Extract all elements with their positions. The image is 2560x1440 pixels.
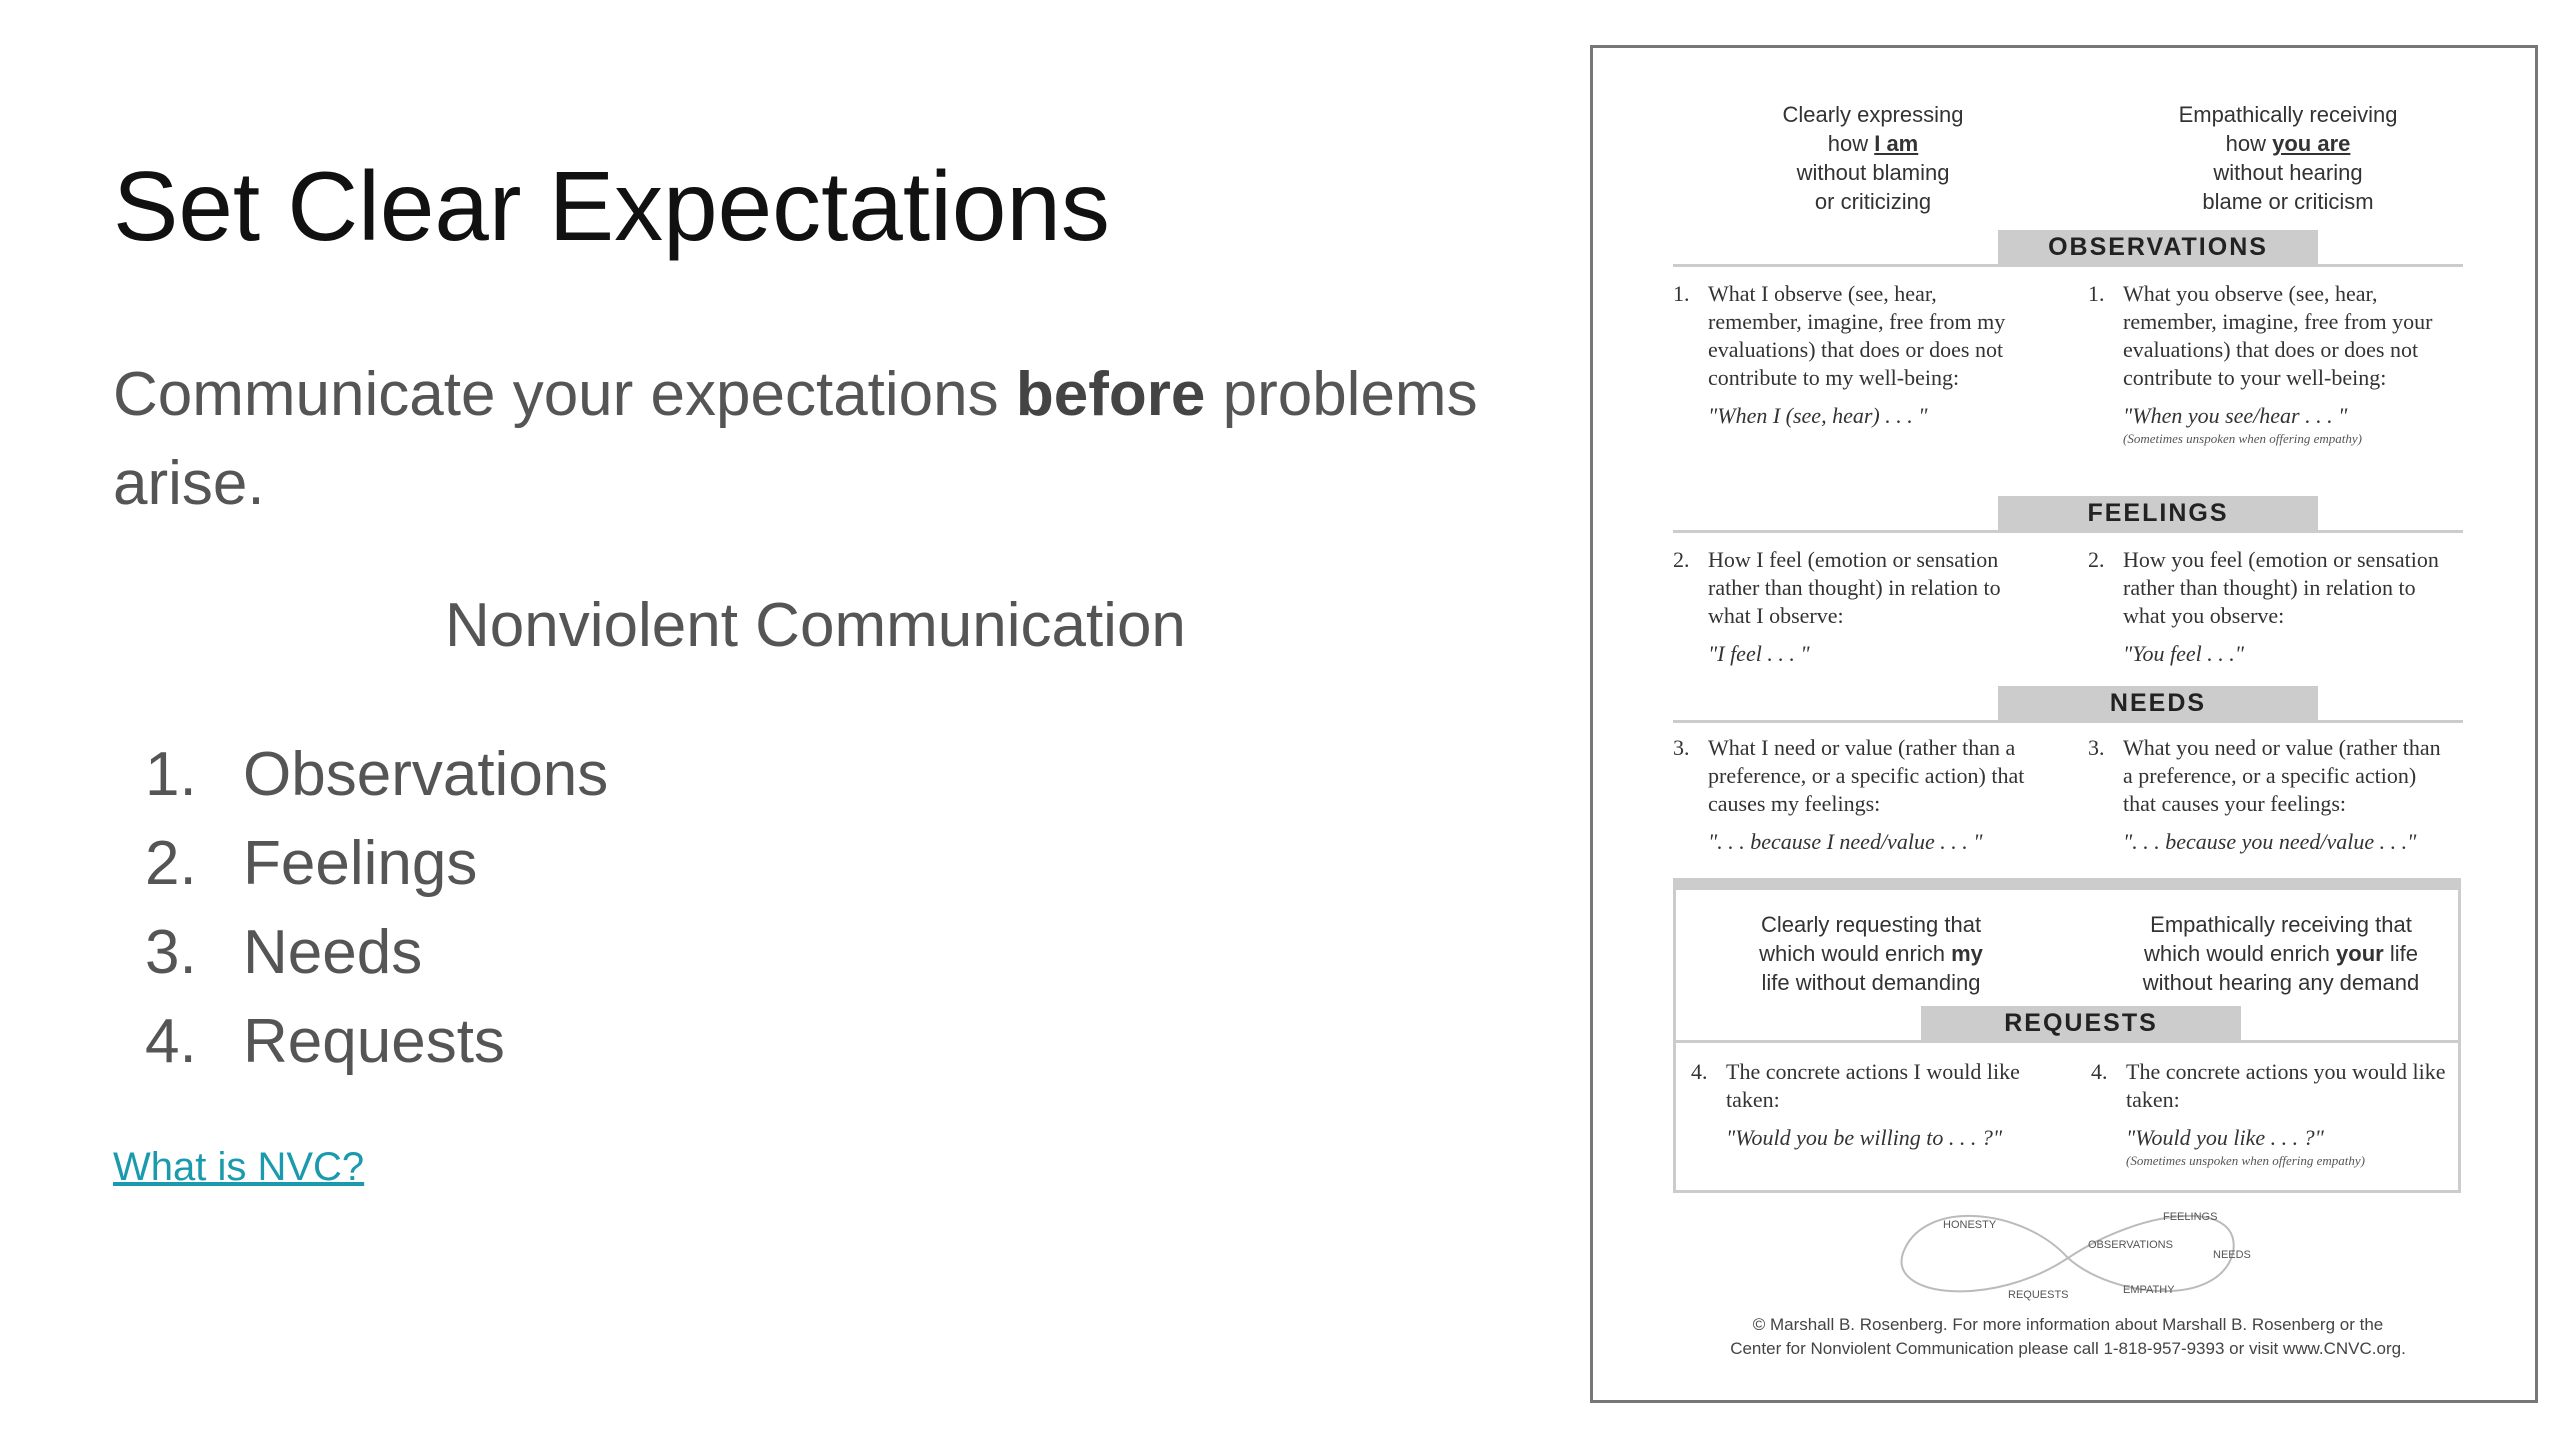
- item-text: What I need or value (rather than a preference, or a specific action) that causes my feelings:: [1708, 735, 2025, 816]
- copyright-line: © Marshall B. Rosenberg. For more information about Marshall B. Rosenberg or the: [1752, 1315, 2384, 1334]
- intro-text-start: Communicate your expectations: [113, 360, 1016, 429]
- section-divider: [1676, 1009, 2458, 1043]
- item-quote: "Would you be willing to . . . ?": [1726, 1125, 2003, 1150]
- infinity-word: EMPATHY: [2123, 1284, 2175, 1296]
- feeling-self: [1673, 546, 2033, 668]
- item-number: 4.: [1691, 1059, 1708, 1084]
- infinity-word: FEELINGS: [2163, 1211, 2218, 1223]
- intro-emphasis: your: [2336, 941, 2384, 966]
- list-item-label: Feelings: [243, 829, 478, 898]
- header-line: [1713, 129, 2033, 158]
- infinity-word: NEEDS: [2213, 1249, 2251, 1261]
- poster-header: [1673, 100, 2453, 220]
- item-note: (Sometimes unspoken when offering empathy): [2126, 1153, 2366, 1168]
- item-text: What I observe (see, hear, remember, imagine, free from my evaluations) that does or does not contribute to my well-being:: [1708, 281, 2006, 390]
- intro-text: life: [2383, 941, 2418, 966]
- feelings-heading: FEELINGS: [1998, 496, 2318, 530]
- poster-copyright: [1653, 1313, 2483, 1361]
- section-divider: [1673, 689, 2463, 723]
- feeling-other: [2088, 546, 2448, 668]
- infinity-word: HONESTY: [1943, 1219, 1997, 1231]
- section-divider: [1673, 233, 2463, 267]
- nvc-poster-image: [1590, 45, 2538, 1403]
- header-line: [2128, 129, 2448, 158]
- list-item-label: Requests: [243, 1007, 505, 1076]
- header-line: Clearly expressing: [1782, 102, 1964, 127]
- needs-heading: NEEDS: [1998, 686, 2318, 720]
- steps-list: [145, 730, 608, 1086]
- request-other: [2091, 1058, 2451, 1170]
- item-text: The concrete actions I would like taken:: [1726, 1059, 2020, 1112]
- intro-text: [113, 350, 1553, 528]
- header-line: without hearing: [2213, 160, 2363, 185]
- observation-other: [2088, 280, 2448, 448]
- list-item-label: Observations: [243, 740, 609, 809]
- need-self: [1673, 734, 2033, 856]
- header-line: Empathically receiving: [2178, 102, 2398, 127]
- intro-line: [2116, 939, 2446, 968]
- item-text: What you need or value (rather than a preference, or a specific action) that causes your feelings:: [2123, 735, 2441, 816]
- item-quote: ". . . because you need/value . . .": [2123, 829, 2417, 854]
- item-number: 3.: [2088, 735, 2105, 760]
- intro-text: which would enrich: [1759, 941, 1952, 966]
- list-item-label: Needs: [243, 918, 423, 987]
- header-text: how: [2225, 131, 2273, 156]
- item-number: 4.: [2091, 1059, 2108, 1084]
- header-expressing: [1713, 100, 2033, 216]
- list-item-number: 2.: [145, 829, 197, 898]
- header-emphasis: I am: [1874, 131, 1919, 156]
- item-quote: "When you see/hear . . . ": [2123, 403, 2348, 428]
- intro-line: life without demanding: [1761, 970, 1981, 995]
- what-is-nvc-link[interactable]: What is NVC?: [113, 1145, 365, 1189]
- requesting-text: [1706, 910, 2036, 997]
- infinity-word: OBSERVATIONS: [2088, 1239, 2173, 1251]
- list-item: [145, 730, 608, 819]
- infinity-word: REQUESTS: [2008, 1289, 2069, 1301]
- intro-emphasis: my: [1951, 941, 1983, 966]
- copyright-line: Center for Nonviolent Communication please call 1-818-957-9393 or visit www.CNVC.org.: [1730, 1339, 2406, 1358]
- receiving-text: [2116, 910, 2446, 997]
- item-text: What you observe (see, hear, remember, imagine, free from your evaluations) that does or does not contribute to your well-being:: [2123, 281, 2433, 390]
- list-item: [145, 819, 608, 908]
- slide-title: Set Clear Expectations: [113, 151, 1110, 261]
- section-subtitle: Nonviolent Communication: [445, 591, 1186, 660]
- observations-heading: OBSERVATIONS: [1998, 230, 2318, 264]
- item-number: 1.: [2088, 281, 2105, 306]
- request-self: [1691, 1058, 2051, 1152]
- list-item-number: 1.: [145, 740, 197, 809]
- item-text: How you feel (emotion or sensation rather than thought) in relation to what you observe:: [2123, 547, 2439, 628]
- intro-text: which would enrich: [2144, 941, 2337, 966]
- header-line: blame or criticism: [2202, 189, 2374, 214]
- list-item: [145, 908, 608, 997]
- intro-line: without hearing any demand: [2142, 970, 2420, 995]
- requests-box: [1673, 878, 2461, 1193]
- item-quote: "I feel . . . ": [1708, 641, 1810, 666]
- item-note: (Sometimes unspoken when offering empathy): [2123, 431, 2363, 446]
- section-divider: [1673, 499, 2463, 533]
- list-item-number: 4.: [145, 1007, 197, 1076]
- header-line: or criticizing: [1814, 189, 1932, 214]
- item-number: 2.: [2088, 547, 2105, 572]
- item-number: 3.: [1673, 735, 1690, 760]
- item-text: How I feel (emotion or sensation rather than thought) in relation to what I observe:: [1708, 547, 2001, 628]
- header-line: without blaming: [1796, 160, 1950, 185]
- intro-line: Empathically receiving that: [2150, 912, 2412, 937]
- header-receiving: [2128, 100, 2448, 216]
- list-item: [145, 997, 608, 1086]
- observation-self: [1673, 280, 2033, 430]
- requests-heading: REQUESTS: [1921, 1006, 2241, 1040]
- need-other: [2088, 734, 2448, 856]
- item-quote: "Would you like . . . ?": [2126, 1125, 2324, 1150]
- intro-text-end: problems arise.: [113, 360, 1478, 518]
- intro-line: Clearly requesting that: [1760, 912, 1982, 937]
- header-text: how: [1827, 131, 1875, 156]
- intro-text-emphasis: before: [1015, 360, 1206, 429]
- item-number: 1.: [1673, 281, 1690, 306]
- item-text: The concrete actions you would like taken:: [2126, 1059, 2446, 1112]
- header-emphasis: you are: [2272, 131, 2351, 156]
- list-item-number: 3.: [145, 918, 197, 987]
- item-quote: "When I (see, hear) . . . ": [1708, 403, 1928, 428]
- item-quote: ". . . because I need/value . . . ": [1708, 829, 1983, 854]
- item-number: 2.: [1673, 547, 1690, 572]
- intro-line: [1706, 939, 2036, 968]
- item-quote: "You feel . . .": [2123, 641, 2244, 666]
